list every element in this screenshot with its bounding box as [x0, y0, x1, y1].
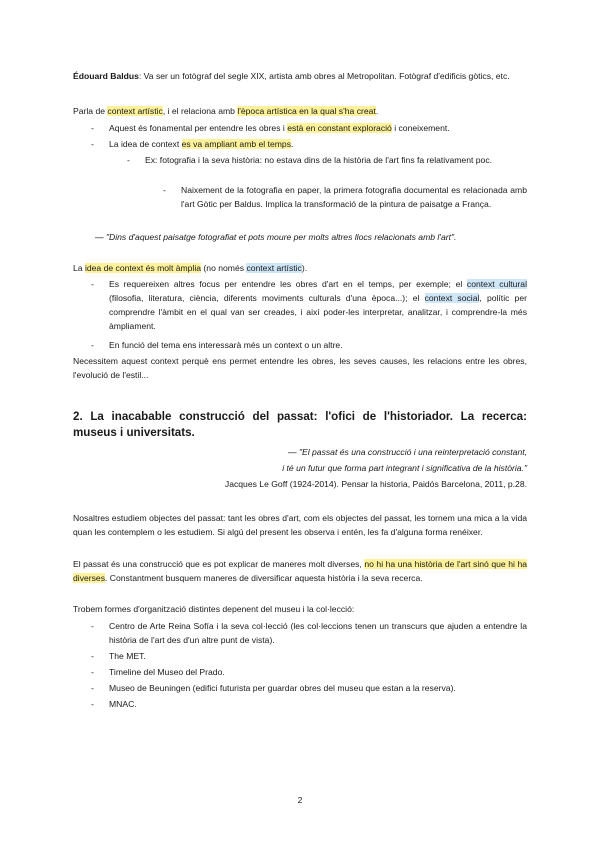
paragraph-formes: Trobem formes d'organització distintes depenent del museu i la col·lecció: — [73, 604, 355, 614]
paragraph-idea-ampla: La idea de context és molt àmplia (no només context artístic). — [73, 263, 308, 273]
quote-le-goff-l1: — "El passat és una construcció i una reinterpretació constant, — [287, 447, 527, 457]
bullet-dash: - — [91, 699, 94, 709]
bullet-focus: Es requereixen altres focus per entendre les obres d'art en el temps, per exemple; el context cultural (filosofia, literatura, ciència, diferents moviments culturals d'una època...); el context social, polític per comprendre l'àmbit en el qual van ser creades, i així poder-les interpretar, analitzar, i comprendre-la més àmpliament. — [109, 279, 527, 331]
bullet-dash: - — [127, 155, 130, 165]
bullet-dash: - — [91, 683, 94, 693]
bullet-dash: - — [91, 667, 94, 677]
bullet-funcio-tema: En funció del tema ens interessarà més un context o un altre. — [109, 340, 343, 350]
bullet-idea-context: La idea de context es va ampliant amb el temps. — [109, 139, 294, 149]
list-item: MNAC. — [109, 699, 137, 709]
section-heading: 2. La inacabable construcció del passat: l'ofici de l'historiador. La recerca: museus i universitats. — [73, 410, 527, 439]
bullet-dash: - — [91, 279, 94, 289]
paragraph-necessitem: Necessitem aquest context perquè ens permet entendre les obres, les seves causes, les relacions entre les obres, l'evolució de l'estil... — [73, 356, 527, 380]
list-item: Centro de Arte Reina Sofía i la seva col·lecció (les col·leccions tenen un transcurs que ajuden a entendre la història de l'art des d'un altre punt de vista). — [109, 621, 527, 645]
quote-le-goff-l2: i té un futur que forma part integrant i significativa de la història." — [282, 463, 527, 473]
quote-paisatge: — "Dins d'aquest paisatge fotografiat et pots moure per molts altres llocs relacionats amb l'art". — [95, 232, 457, 242]
page-number: 2 — [297, 795, 303, 805]
paragraph-baldus: Édouard Baldus: Va ser un fotògraf del segle XIX, artista amb obres al Metropolitan. Fotògraf d'edificis gòtics, etc. — [73, 71, 510, 81]
bullet-fotografia: Ex: fotografia i la seva història: no estava dins de la història de l'art fins fa relativament poc. — [145, 155, 493, 165]
list-item: Museo de Beuningen (edifici futurista per guardar obres del museu que estan a la reserva). — [109, 683, 456, 693]
bullet-dash: - — [163, 185, 166, 195]
bullet-dash: - — [91, 123, 94, 133]
bullet-naixement: Naixement de la fotografia en paper, la primera fotografia documental es relacionada amb l'art Gòtic per Baldus. Implica la transformació de la pintura de paisatge a França. — [181, 185, 527, 209]
bullet-dash: - — [91, 340, 94, 350]
list-item: Timeline del Museo del Prado. — [109, 667, 225, 677]
bullet-dash: - — [91, 139, 94, 149]
bullet-dash: - — [91, 651, 94, 661]
bullet-dash: - — [91, 621, 94, 631]
paragraph-passat: El passat és una construcció que es pot explicar de maneres molt diverses, no hi ha una història de l'art sinó que hi ha diverses. Constantment busquem maneres de diversificar aquesta història i la seva recerca. — [73, 559, 527, 583]
list-item: The MET. — [109, 651, 146, 661]
highlight-epoca: l'època artística en la qual s'ha creat — [237, 106, 376, 116]
paragraph-objectes: Nosaltres estudiem objectes del passat: tant les obres d'art, com els objectes del passat, les tornem una mica a la vida quan les contemplem o les estudiem. Si algú del present les observa i entén, les fa d'alguna forma renéixer. — [73, 513, 527, 537]
highlight-context-artistic: context artístic — [107, 106, 163, 116]
paragraph-context: Parla de context artístic, i el relaciona amb l'època artística en la qual s'ha creat. — [73, 106, 379, 116]
quote-citation: Jacques Le Goff (1924-2014). Pensar la historia, Paidós Barcelona, 2011, p.28. — [224, 479, 527, 489]
bullet-fonamental: Aquest és fonamental per entendre les obres i està en constant exploració i coneixement. — [109, 123, 450, 133]
